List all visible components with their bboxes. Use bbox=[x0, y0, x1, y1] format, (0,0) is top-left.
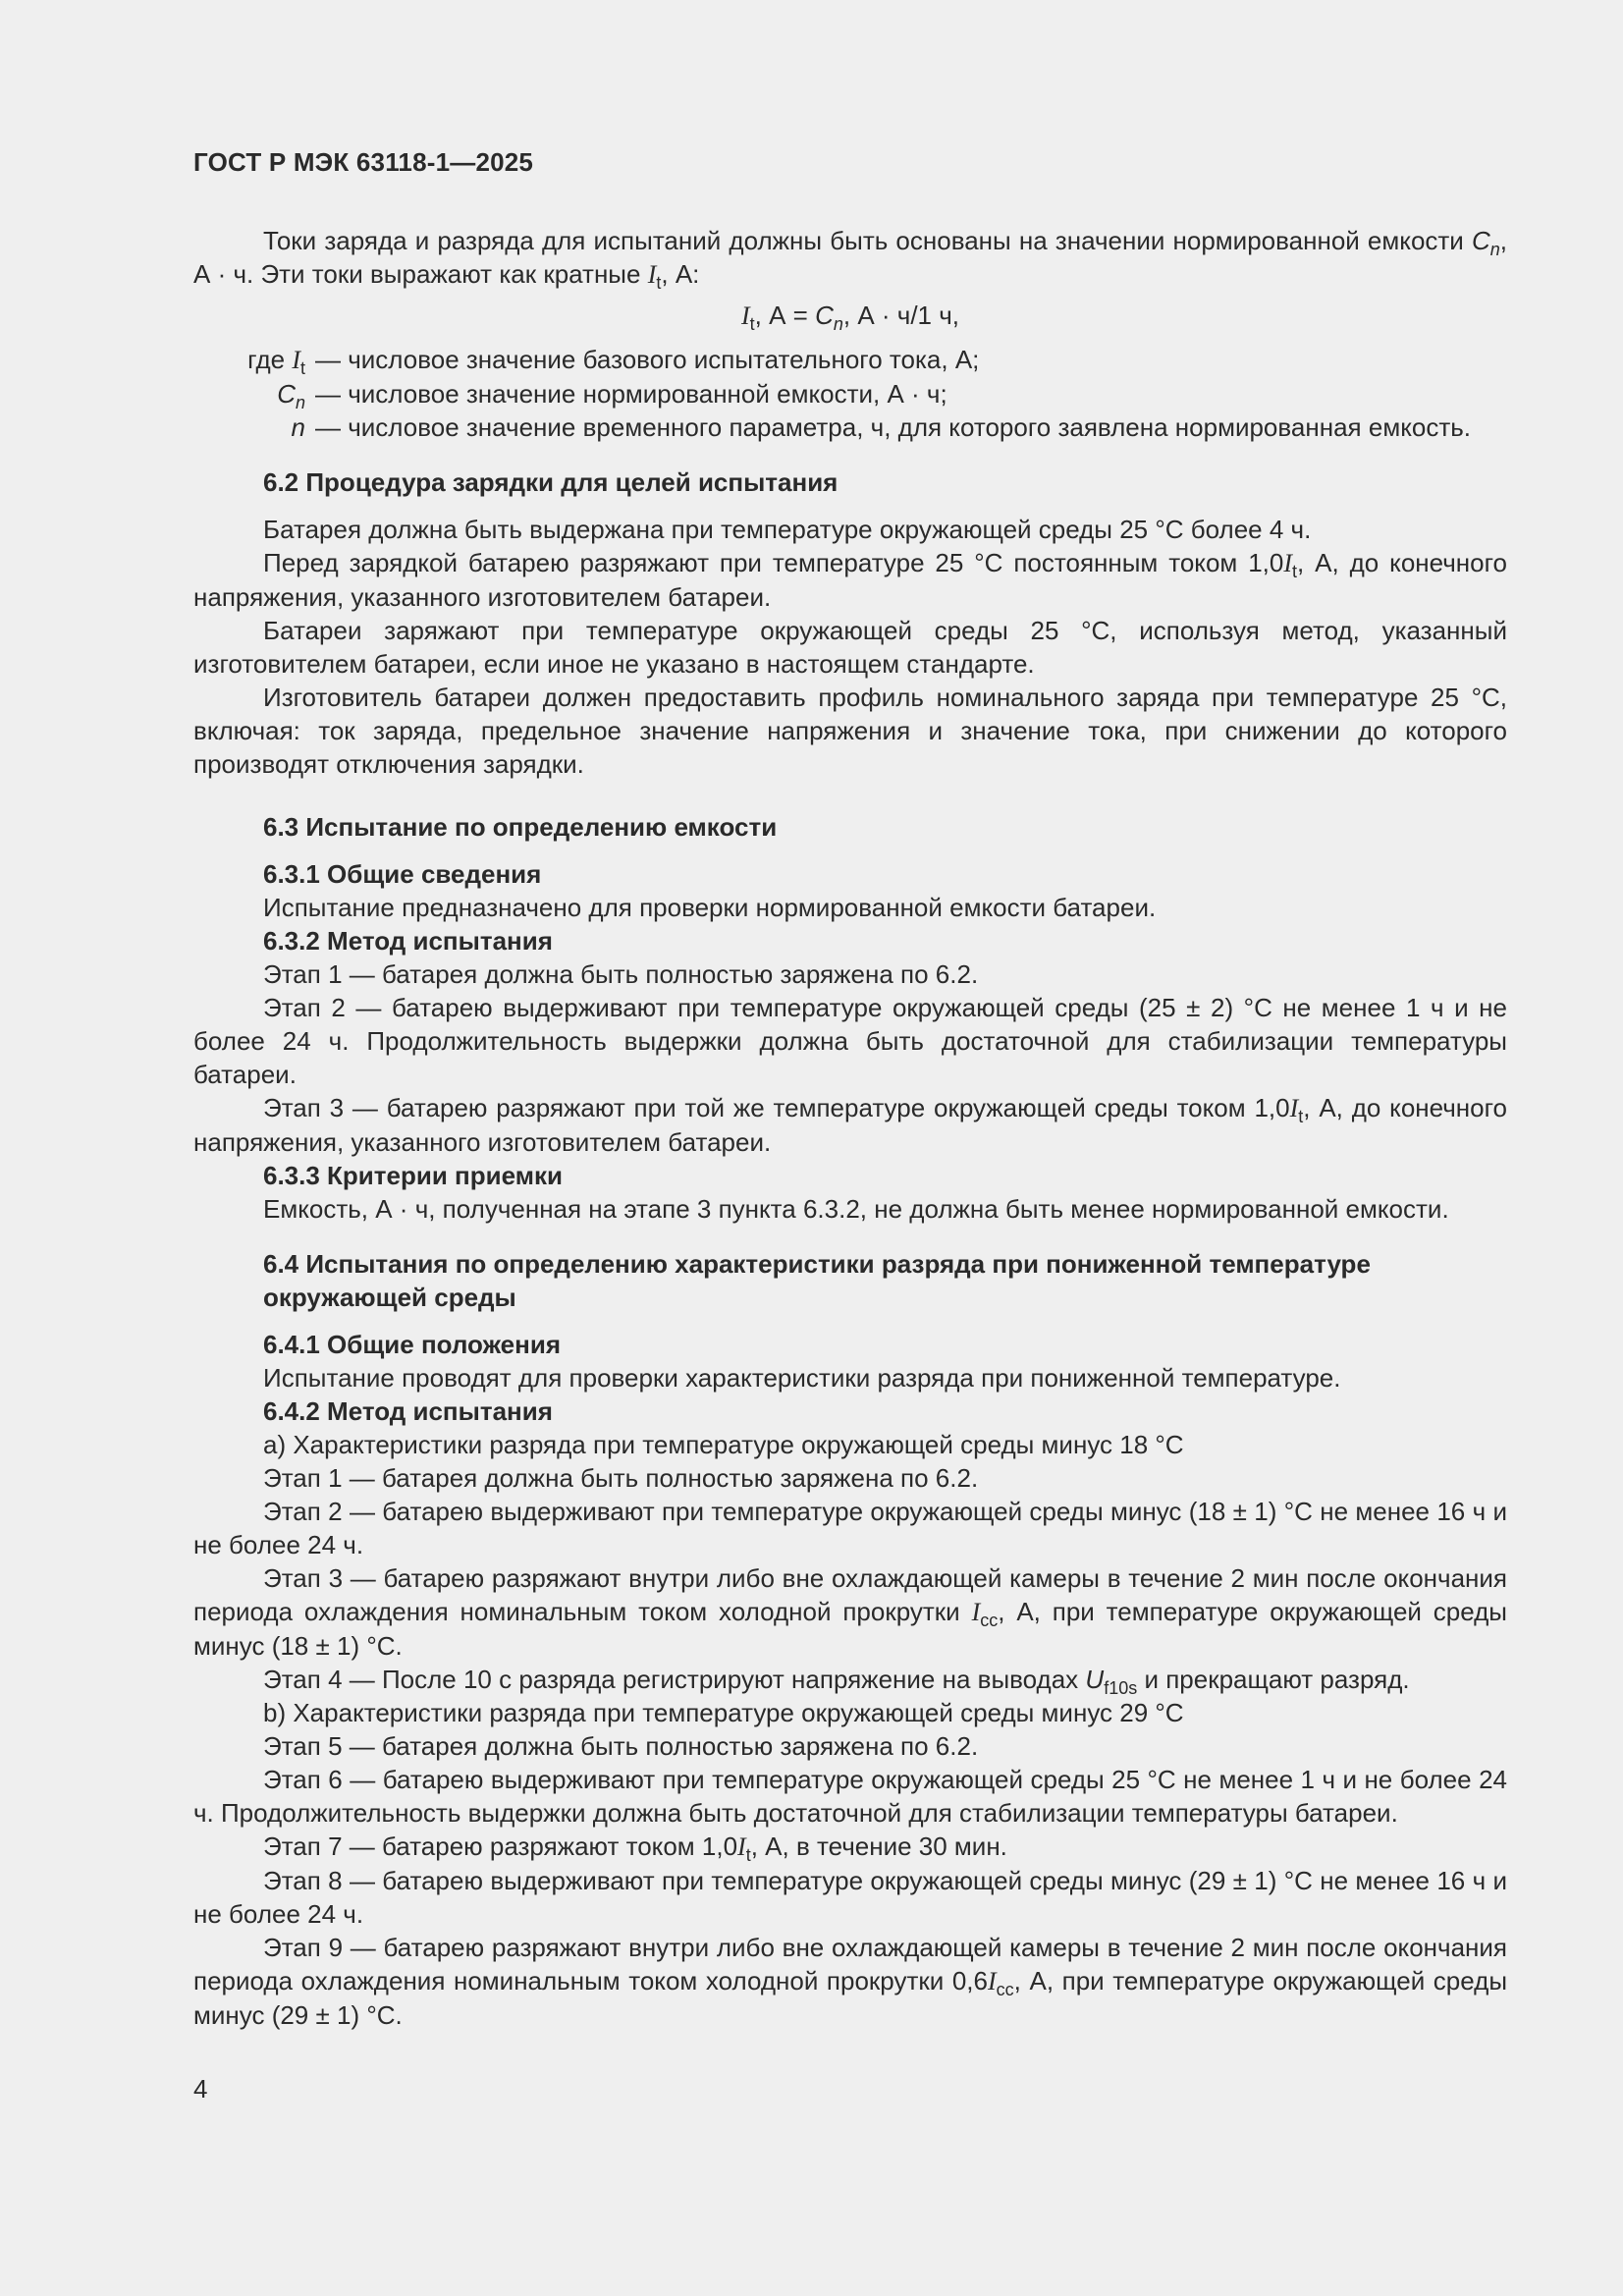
paragraph: Испытание проводят для проверки характеристики разряда при пониженной температуре. bbox=[263, 1363, 1341, 1393]
section-6-3-1-title: 6.3.1 Общие сведения bbox=[263, 859, 542, 889]
section-6-4-title: 6.4 Испытания по определению характеристики разряда при пониженной температуре окружающей среды bbox=[263, 1249, 1371, 1312]
document-header: ГОСТ Р МЭК 63118-1—2025 bbox=[193, 147, 534, 177]
section-6-3-title: 6.3 Испытание по определению емкости bbox=[263, 812, 778, 842]
paragraph: Испытание предназначено для проверки нормированной емкости батареи. bbox=[263, 893, 1157, 922]
list-item-a: а) Характеристики разряда при температуре окружающей среды минус 18 °С bbox=[263, 1430, 1184, 1459]
paragraph: Этап 7 — батарею разряжают током $1,0I_t$, А, в течение 30 мин. bbox=[263, 1831, 1007, 1865]
paragraph: Изготовитель батареи должен предоставить профиль номинального заряда при температуре 25 °С, включая: ток заряда, предельное значение напряжения и значение тока, при снижении до которого производят отключения зарядки. bbox=[193, 683, 1507, 779]
paragraph: Батарея должна быть выдержана при температуре окружающей среды 25 °С более 4 ч. bbox=[263, 515, 1312, 544]
paragraph: Этап 3 — батарею разряжают при той же температуре окружающей среды током $1,0I_t$, А, до конечного напряжения, указанного изготовителем батареи. bbox=[193, 1093, 1507, 1157]
paragraph: Перед зарядкой батарею разряжают при температуре 25 °С постоянным током $1,0I_t$, А, до конечного напряжения, указанного изготовителем батареи. bbox=[193, 548, 1507, 612]
definition-it: где $I_t$ — числовое значение базового испытательного тока, А; bbox=[247, 345, 980, 378]
paragraph: Этап 1 — батарея должна быть полностью заряжена по 6.2. bbox=[263, 1463, 979, 1493]
paragraph: Этап 5 — батарея должна быть полностью заряжена по 6.2. bbox=[263, 1731, 979, 1761]
paragraph: Этап 8 — батарею выдерживают при температуре окружающей среды минус (29 ± 1) °С не менее 16 ч и не более 24 ч. bbox=[193, 1866, 1507, 1929]
paragraph: Батареи заряжают при температуре окружающей среды 25 °С, используя метод, указанный изготовителем батареи, если иное не указано в настоящем стандарте. bbox=[193, 616, 1507, 679]
paragraph: Этап 3 — батарею разряжают внутри либо вне охлаждающей камеры в течение 2 мин после окончания периода охлаждения номинальным током холодной прокрутки $I_{cc}$, А, при температуре окружающей среды минус (18 ± 1) °С. bbox=[193, 1563, 1507, 1661]
paragraph: Этап 2 — батарею выдерживают при температуре окружающей среды (25 ± 2) °С не менее 1 ч и не более 24 ч. Продолжительность выдержки должна быть достаточной для стабилизации температуры батареи. bbox=[193, 993, 1507, 1089]
definitions-list bbox=[193, 343, 1507, 444]
document-body bbox=[193, 224, 1507, 2032]
section-6-3-2-title: 6.3.2 Метод испытания bbox=[263, 926, 553, 956]
definition-cn: $C_n$ — числовое значение нормированной емкости, А · ч; bbox=[277, 379, 947, 412]
paragraph: Этап 4 — После 10 с разряда регистрируют напряжение на выводах $U_{f10s}$ и прекращают разряд. bbox=[263, 1665, 1410, 1698]
paragraph: Емкость, А · ч, полученная на этапе 3 пункта 6.3.2, не должна быть менее нормированной емкости. bbox=[263, 1194, 1449, 1224]
definition-n: n — числовое значение временного параметра, ч, для которого заявлена нормированная емкость. bbox=[291, 412, 1471, 442]
list-item-b: b) Характеристики разряда при температуре окружающей среды минус 29 °С bbox=[263, 1698, 1184, 1727]
intro-paragraph: Токи заряда и разряда для испытаний должны быть основаны на значении нормированной емкости $C_n$, А · ч. Эти токи выражают как кратные $I_t$, А: bbox=[193, 226, 1507, 293]
section-6-4-1-title: 6.4.1 Общие положения bbox=[263, 1330, 561, 1359]
formula: $I_t$, $А = C_n$, А · ч/1 ч, bbox=[740, 301, 960, 334]
paragraph: Этап 1 — батарея должна быть полностью заряжена по 6.2. bbox=[263, 959, 979, 989]
page-number: 4 bbox=[193, 2074, 208, 2104]
section-6-2-title: 6.2 Процедура зарядки для целей испытания bbox=[263, 467, 839, 497]
paragraph: Этап 9 — батарею разряжают внутри либо вне охлаждающей камеры в течение 2 мин после окончания периода охлаждения номинальным током холодной прокрутки $0,6I_{cc}$, А, при температуре окружающей среды минус (29 ± 1) °С. bbox=[193, 1933, 1508, 2030]
paragraph: Этап 2 — батарею выдерживают при температуре окружающей среды минус (18 ± 1) °С не менее 16 ч и не более 24 ч. bbox=[193, 1497, 1507, 1559]
section-6-4-2-title: 6.4.2 Метод испытания bbox=[263, 1396, 553, 1426]
section-6-3-3-title: 6.3.3 Критерии приемки bbox=[263, 1161, 563, 1190]
paragraph: Этап 6 — батарею выдерживают при температуре окружающей среды 25 °С не менее 1 ч и не более 24 ч. Продолжительность выдержки должна быть достаточной для стабилизации температуры батареи. bbox=[193, 1765, 1507, 1828]
